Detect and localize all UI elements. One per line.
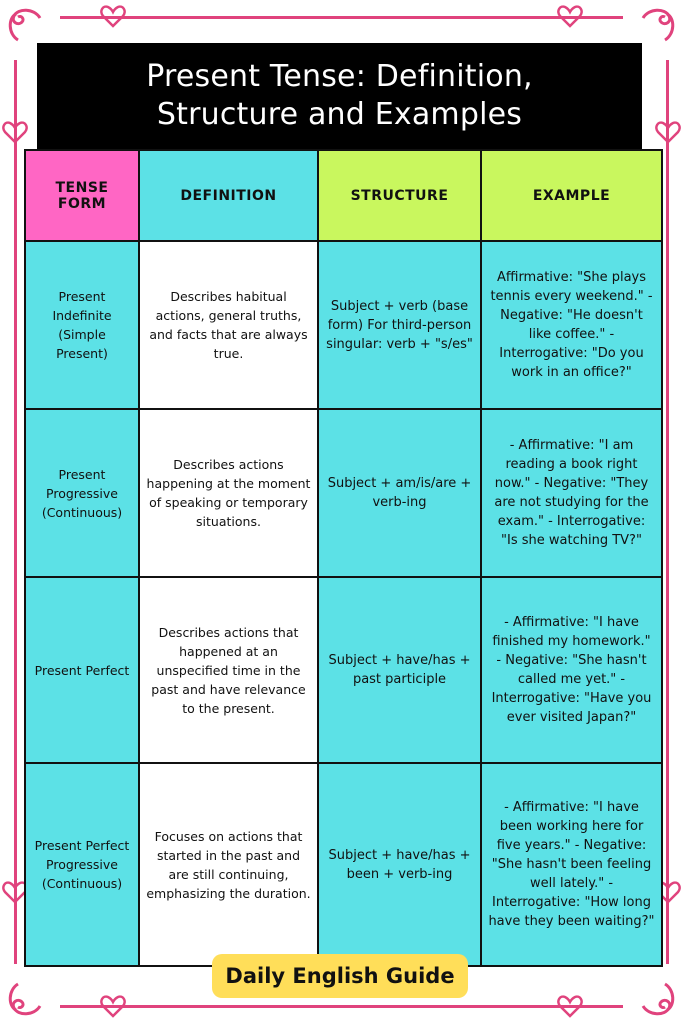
frame-left-line bbox=[14, 60, 17, 964]
header-tense-form: TENSE FORM bbox=[25, 150, 139, 241]
definition-cell: Describes habitual actions, general truths, and facts that are always true. bbox=[139, 241, 318, 409]
table-row bbox=[25, 577, 662, 763]
table-row bbox=[25, 763, 662, 966]
scroll-ornament-icon bbox=[639, 980, 679, 1020]
definition-cell: Focuses on actions that started in the past and are still continuing, emphasizing the duration. bbox=[139, 763, 318, 966]
structure-cell: Subject + have/has + past participle bbox=[318, 577, 481, 763]
heart-icon bbox=[557, 4, 583, 28]
header-definition: DEFINITION bbox=[139, 150, 318, 241]
table-row bbox=[25, 241, 662, 409]
title-line-2: Structure and Examples bbox=[156, 97, 523, 132]
structure-cell: Subject + verb (base form) For third-person singular: verb + "s/es" bbox=[318, 241, 481, 409]
definition-cell: Describes actions happening at the moment of speaking or temporary situations. bbox=[139, 409, 318, 577]
scroll-ornament-icon bbox=[4, 4, 44, 44]
frame-top-line bbox=[60, 16, 623, 19]
example-cell: - Affirmative: "I am reading a book right now." - Negative: "They are not studying for the exam." - Interrogative: "Is she watching TV?" bbox=[481, 409, 662, 577]
page-title bbox=[37, 43, 642, 149]
scroll-ornament-icon bbox=[4, 980, 44, 1020]
footer-brand: Daily English Guide bbox=[212, 954, 468, 998]
example-cell: - Affirmative: "I have been working here for five years." - Negative: "She hasn't been feeling well lately." - Interrogative: "How long have they been waiting?" bbox=[481, 763, 662, 966]
tense-form-cell: Present Perfect bbox=[25, 577, 139, 763]
header-example: EXAMPLE bbox=[481, 150, 662, 241]
example-cell: Affirmative: "She plays tennis every weekend." - Negative: "He doesn't like coffee." - Interrogative: "Do you work in an office?" bbox=[481, 241, 662, 409]
heart-icon bbox=[655, 120, 681, 144]
tense-form-cell: Present Indefinite (Simple Present) bbox=[25, 241, 139, 409]
tense-form-cell: Present Progressive (Continuous) bbox=[25, 409, 139, 577]
heart-icon bbox=[2, 120, 28, 144]
heart-icon bbox=[557, 994, 583, 1018]
example-cell: - Affirmative: "I have finished my homework." - Negative: "She hasn't called me yet." - Interrogative: "Have you ever visited Japan?" bbox=[481, 577, 662, 763]
scroll-ornament-icon bbox=[639, 4, 679, 44]
table-row bbox=[25, 409, 662, 577]
definition-cell: Describes actions that happened at an unspecified time in the past and have relevance to the present. bbox=[139, 577, 318, 763]
table-header-row bbox=[25, 150, 662, 241]
structure-cell: Subject + am/is/are + verb-ing bbox=[318, 409, 481, 577]
heart-icon bbox=[100, 4, 126, 28]
frame-right-line bbox=[666, 60, 669, 964]
tense-table bbox=[24, 149, 663, 967]
tense-form-cell: Present Perfect Progressive (Continuous) bbox=[25, 763, 139, 966]
header-structure: STRUCTURE bbox=[318, 150, 481, 241]
heart-icon bbox=[100, 994, 126, 1018]
title-line-1: Present Tense: Definition, bbox=[146, 59, 533, 94]
structure-cell: Subject + have/has + been + verb-ing bbox=[318, 763, 481, 966]
frame-bottom-line bbox=[60, 1005, 623, 1008]
